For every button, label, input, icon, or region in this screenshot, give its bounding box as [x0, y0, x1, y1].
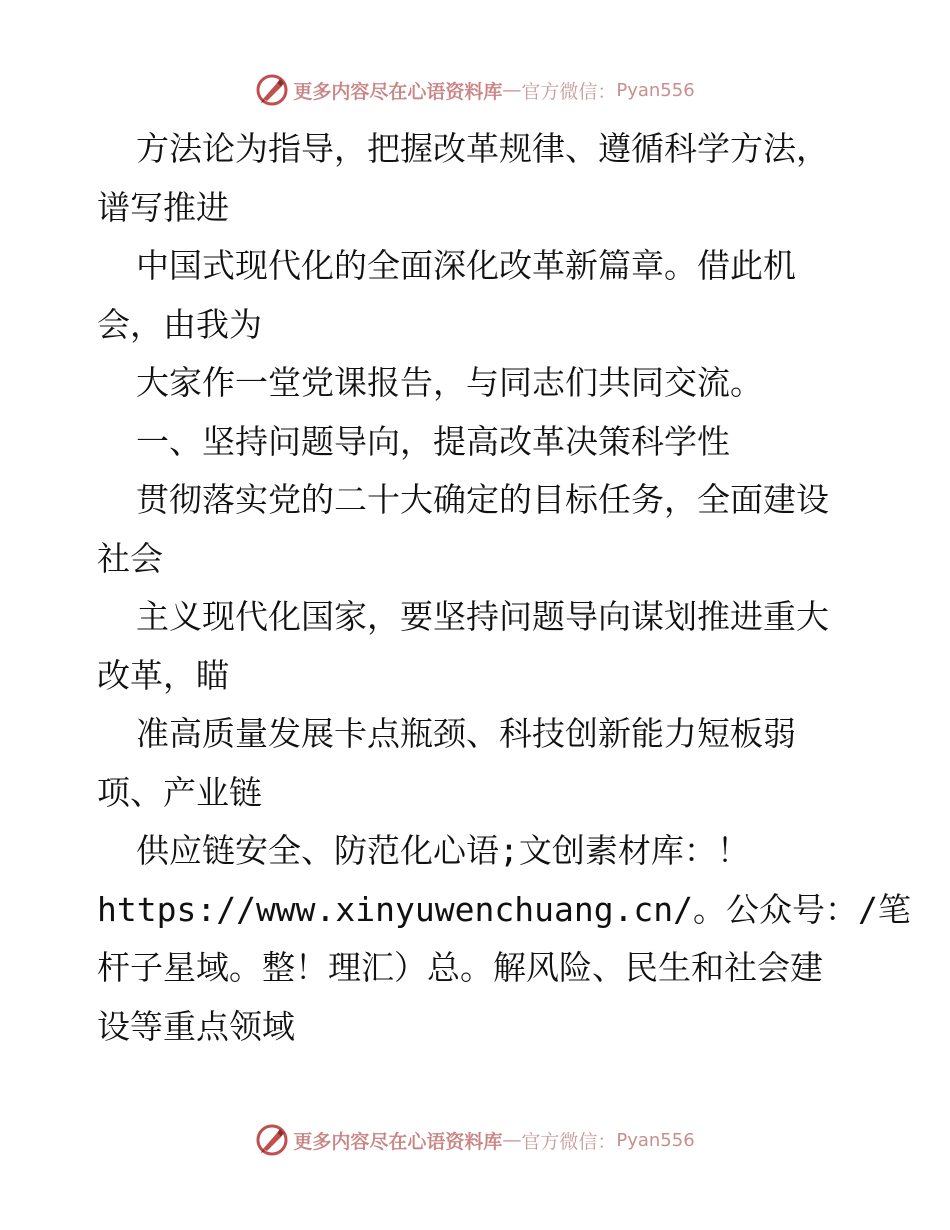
watermark-brand: 更多内容尽在心语资料库 [293, 80, 503, 103]
watermark-dash: — [502, 79, 522, 101]
text-line: 设等重点领域 [97, 1006, 295, 1046]
section-heading: 一、坚持问题导向，提高改革决策科学性 [136, 421, 730, 461]
watermark-brand: 更多内容尽在心语资料库 [293, 1130, 503, 1153]
footer-watermark [0, 1122, 950, 1158]
text-line: 谱写推进 [97, 187, 229, 227]
text-line: https://www.xinyuwenchuang.cn/。公众号：/笔 [97, 889, 911, 929]
text-line: 贯彻落实党的二十大确定的目标任务，全面建设 [136, 480, 829, 519]
text-line: 大家作一堂党课报告，与同志们共同交流。 [136, 363, 763, 402]
text-line: 会，由我为 [97, 304, 262, 344]
document-body [97, 120, 911, 1056]
text-line: 方法论为指导，把握改革规律、遵循科学方法， [136, 129, 829, 168]
text-line: 主义现代化国家，要坚持问题导向谋划推进重大 [136, 597, 829, 636]
watermark-id: Pyan556 [616, 79, 695, 101]
pen-logo-icon [255, 73, 289, 107]
watermark-label: 官方微信： [521, 1130, 617, 1153]
text-line: 准高质量发展卡点瓶颈、科技创新能力短板弱 [136, 714, 796, 753]
text-line: 社会 [97, 538, 163, 578]
text-line: 杆子星域。整！理汇）总。解风险、民生和社会建 [97, 948, 823, 987]
watermark-label: 官方微信： [521, 80, 617, 103]
watermark-id: Pyan556 [616, 1129, 695, 1151]
header-watermark [0, 72, 950, 108]
text-line: 改革，瞄 [97, 655, 229, 695]
pen-logo-icon [255, 1123, 289, 1157]
text-line: 供应链安全、防范化心语;文创素材库：！ [136, 831, 750, 870]
text-line: 项、产业链 [97, 772, 262, 812]
text-line: 中国式现代化的全面深化改革新篇章。借此机 [136, 246, 796, 285]
watermark-dash: — [502, 1129, 522, 1151]
